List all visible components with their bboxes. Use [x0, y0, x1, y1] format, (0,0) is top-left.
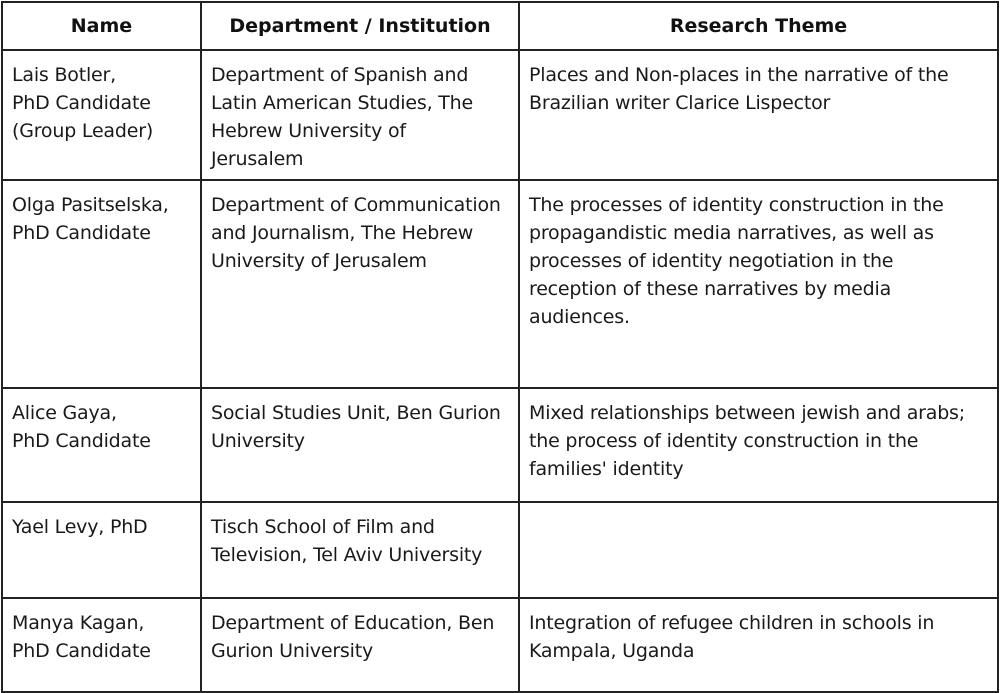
cell-department: Department of Spanish and Latin American Studies, The Hebrew University of Jerusalem	[201, 50, 519, 180]
cell-research-theme: The processes of identity construction in the propagandistic media narratives, as well as processes of identity negotiation in the reception of these narratives by media audiences.	[519, 180, 998, 388]
cell-name: Alice Gaya, PhD Candidate	[2, 388, 201, 502]
table-row	[2, 388, 998, 502]
cell-research-theme: Mixed relationships between jewish and arabs; the process of identity construction in the families' identity	[519, 388, 998, 502]
cell-research-theme: Places and Non-places in the narrative of the Brazilian writer Clarice Lispector	[519, 50, 998, 180]
cell-department: Tisch School of Film and Television, Tel Aviv University	[201, 502, 519, 598]
cell-name: Manya Kagan, PhD Candidate	[2, 598, 201, 692]
header-name: Name	[2, 2, 201, 50]
table-body	[2, 50, 998, 692]
cell-research-theme: Integration of refugee children in schools in Kampala, Uganda	[519, 598, 998, 692]
cell-name: Olga Pasitselska, PhD Candidate	[2, 180, 201, 388]
table-row	[2, 50, 998, 180]
cell-research-theme	[519, 502, 998, 598]
cell-department: Social Studies Unit, Ben Gurion University	[201, 388, 519, 502]
table-row	[2, 180, 998, 388]
header-row	[2, 2, 998, 50]
cell-department: Department of Education, Ben Gurion University	[201, 598, 519, 692]
table-header	[2, 2, 998, 50]
table-row	[2, 598, 998, 692]
table-row	[2, 502, 998, 598]
cell-name: Yael Levy, PhD	[2, 502, 201, 598]
cell-name: Lais Botler, PhD Candidate (Group Leader)	[2, 50, 201, 180]
header-department: Department / Institution	[201, 2, 519, 50]
header-research-theme: Research Theme	[519, 2, 998, 50]
research-group-table	[1, 1, 999, 693]
cell-department: Department of Communication and Journalism, The Hebrew University of Jerusalem	[201, 180, 519, 388]
